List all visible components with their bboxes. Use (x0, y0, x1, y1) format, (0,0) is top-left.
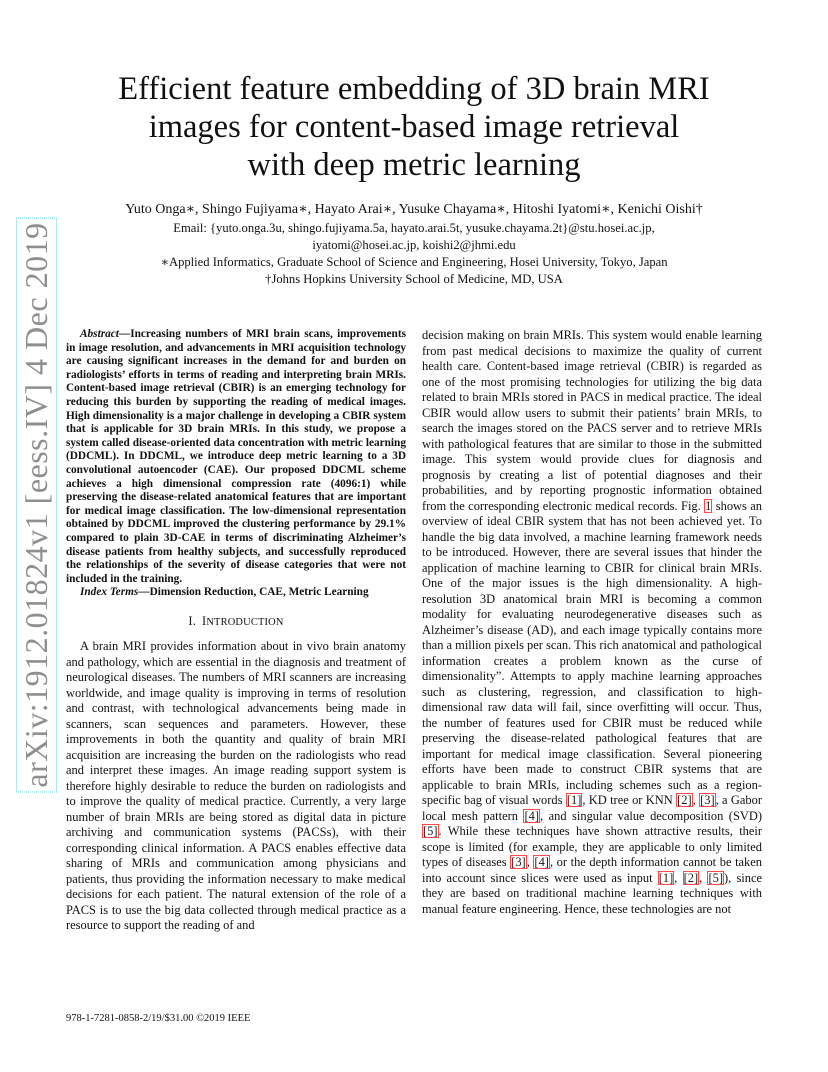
paper-title (64, 70, 764, 184)
right-column (422, 328, 762, 917)
intro-paragraph: A brain MRI provides information about in vivo brain anatomy and pathology, which are essential in the diagnosis and treatment of neurological diseases. The numbers of MRI scanners are increasing worldwide, and image quality is improving in terms of resolution and contrast, with technological advancements being made in scanners, scan sequences and parameters. However, these improvements in both the quantity and quality of brain MRI acquisition are increasing the burden on the radiologists who read and interpret these images. An image reading support system is therefore highly desirable to reduce the burden on radiologists and to improve the quality of medical practice. Currently, a very large number of brain MRIs are being stored as digital data in picture archiving and communication systems (PACSs), with their corresponding clinical information. A PACS enables effective data sharing of MRIs and communication among physicians and patients, thus providing the information necessary to make medical decisions for each patient. The natural extension of the role of a PACS is to use the big data collected through medical practice as a resource to support the reading of and (66, 639, 406, 933)
citation-link[interactable]: [2] (683, 870, 699, 885)
affiliation: †Johns Hopkins University School of Medicine, MD, USA (265, 272, 563, 286)
body-text: , (526, 855, 534, 869)
body-text: ), since they are based on traditional machine learning techniques with manual feature engineering. Hence, these technologies are not (422, 870, 763, 916)
body-paragraph (422, 328, 762, 917)
abstract-text: —Increasing numbers of MRI brain scans, improvements in image resolution, and advancements in MRI acquisition technology are causing significant increases in the demand for and burden on radiologists’ efforts in terms of reading and interpreting brain MRIs. Content-based image retrieval (CBIR) is an emerging technology for reducing this burden by supporting the reading of medical images. High dimensionality is a major challenge in developing a CBIR system that is applicable for 3D brain MRIs. In this study, we propose a system called disease-oriented data concentration with metric learning (DDCML). In DDCML, we introduce deep metric learning to a 3D convolutional autoencoder (CAE). Our proposed DDCML scheme achieves a high dimensional compression rate (4096:1) while preserving the disease-related anatomical features that are important for medical image classification. The low-dimensional representation obtained by DDCML improved the clustering performance by 29.1% compared to plain 3D-CAE in terms of discriminating Alzheimer’s disease patients from healthy subjects, and successfully reproduced the relationships of the severity of disease categories that were not included in the training. (66, 328, 406, 585)
citation-link[interactable]: [5] (708, 870, 723, 885)
body-text: . While these techniques have shown attractive results, their scope is limited (for example, they are applicable to only limited types of diseases (422, 824, 762, 869)
left-column (66, 328, 406, 934)
citation-link[interactable]: [4] (534, 855, 549, 869)
section-title-rest: NTRODUCTION (206, 616, 284, 628)
citation-link[interactable]: [3] (511, 855, 526, 869)
citation-link[interactable]: [2] (677, 793, 692, 807)
index-terms (66, 586, 406, 600)
index-terms-text: —Dimension Reduction, CAE, Metric Learning (138, 586, 369, 599)
body-text: , or the depth information cannot be taken into account since slices were used as input (422, 855, 763, 885)
email-line: Email: {yuto.onga.3u, shingo.fujiyama.5a, hayato.arai.5t, yusuke.chayama.2t}@stu.hosei.ac.jp, (173, 221, 655, 235)
body-text: shows an overview of ideal CBIR system that has not been achieved yet. To handle the big data involved, a machine learning framework needs to be introduced. However, there are several issues that hinder the application of machine learning to CBIR for clinical brain MRIs. One of the major issues is the high dimensionality. A high-resolution 3D anatomical brain MRI is becoming a common modality for evaluating neurodegenerative diseases such as Alzheimer’s disease (AD), and each image typically contains more than a million pixels per scan. This rich anatomical and pathological information creates a problem known as the curse of dimensionality”. Attempts to apply machine learning approaches such as clustering, regression, and classification to high-dimensional raw data will fail, since overfitting will occur. Thus, the number of features used for CBIR must be reduced while preserving the disease-related pathological features that are important for medical image classification. Several pioneering efforts have been made to construct CBIR systems that are applicable to brain MRIs, including schemes such as a region-specific bag of visual words (422, 498, 763, 807)
body-text: , (699, 870, 708, 885)
body-text: , and singular value decomposition (SVD) (539, 808, 762, 823)
citation-link[interactable]: [3] (700, 793, 715, 807)
copyright-footer: 978-1-7281-0858-2/19/$31.00 ©2019 IEEE (66, 1013, 251, 1024)
body-text: , (674, 870, 683, 885)
author-list: Yuto Onga∗, Shingo Fujiyama∗, Hayato Arai∗, Yusuke Chayama∗, Hitoshi Iyatomi∗, Kenichi Oishi† (125, 202, 703, 217)
citation-link[interactable]: [4] (524, 808, 539, 823)
body-text: , (692, 793, 700, 807)
index-terms-label: Index Terms (80, 586, 139, 599)
abstract-label: Abstract (80, 328, 119, 340)
arxiv-stamp-text[interactable]: arXiv:1912.01824v1 [eess.IV] 4 Dec 2019 (16, 217, 57, 792)
section-title-first: I (202, 613, 207, 628)
body-text: , a Gabor local mesh pattern (422, 793, 762, 823)
arxiv-stamp[interactable] (12, 222, 60, 788)
body-text: decision making on brain MRIs. This system would enable learning from past medical decisions to maximize the quality of current health care. Content-based image retrieval (CBIR) is regarded as one of the most promising technologies for utilizing the big data related to brain MRIs stored in PACS in medical practice. The ideal CBIR would allow users to submit their patients’ brain MRIs, to search the images stored on the PACS server and to retrieve MRIs with pathological features that are similar to those in the submitted image. This system would provide clues for diagnosis and prognosis by creating a list of potential diagnoses and their probabilities, and by reporting prognostic information obtained from the corresponding electronic medical records. Fig. (422, 328, 762, 513)
section-number: I. (188, 613, 197, 628)
affiliation: ∗Applied Informatics, Graduate School of Science and Engineering, Hosei University, Tokyo, Japan (160, 255, 668, 269)
title-line: with deep metric learning (247, 147, 581, 183)
abstract (66, 328, 406, 586)
body-text: , KD tree or KNN (582, 793, 677, 807)
section-heading (66, 614, 406, 631)
email-line: iyatomi@hosei.ac.jp, koishi2@jhmi.edu (312, 238, 516, 252)
figure-link[interactable]: 1 (705, 498, 712, 513)
citation-link[interactable]: [1] (566, 793, 582, 807)
title-line: images for content-based image retrieval (148, 109, 680, 145)
citation-link[interactable]: [1] (658, 870, 674, 885)
citation-link[interactable]: [5] (423, 824, 438, 838)
title-line: Efficient feature embedding of 3D brain MRI (118, 71, 710, 107)
